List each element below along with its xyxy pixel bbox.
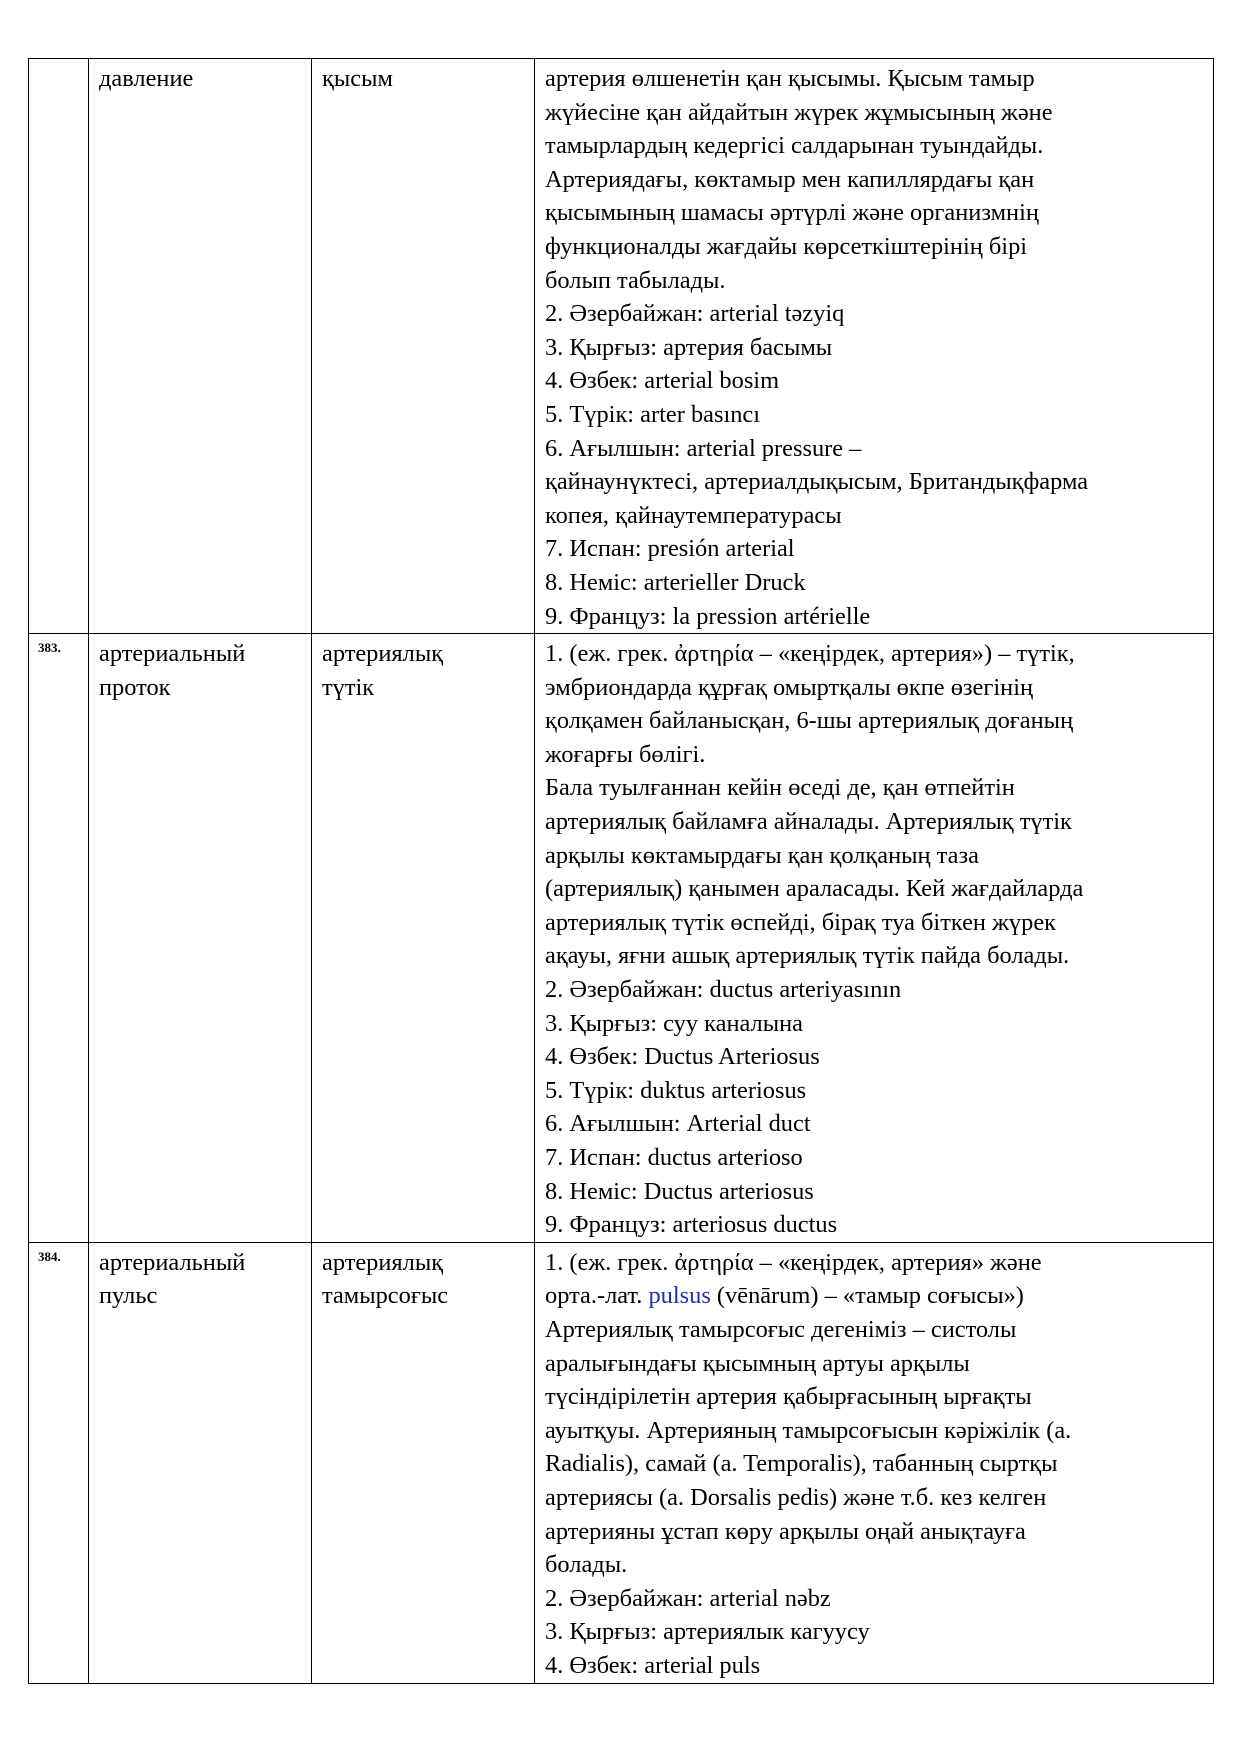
entry-number-cell — [29, 1242, 89, 1683]
definition-line: арқылы көктамырдағы қан қолқаның таза — [545, 841, 979, 869]
kazakh-term-cell — [312, 59, 535, 634]
terminology-table — [28, 58, 1214, 1684]
definition-line: функционалды жағдайы көрсеткіштерінің бірі — [545, 232, 1028, 260]
entry-number-cell — [29, 634, 89, 1243]
russian-term: проток — [99, 673, 171, 701]
translation-uzbek: 4. Өзбек: arterial bosim — [545, 367, 780, 395]
russian-term-cell — [89, 1242, 312, 1683]
definition-line: эмбриондарда құрғақ омыртқалы өкпе өзегінің — [545, 673, 1034, 701]
russian-term: артериальный — [99, 640, 246, 668]
kazakh-term-cell — [312, 1242, 535, 1683]
definition-cell — [535, 634, 1214, 1243]
definition-line: түсіндірілетін артерия қабырғасының ырғақты — [545, 1383, 1032, 1411]
kazakh-term: түтік — [322, 673, 375, 701]
kazakh-term: артериялық — [322, 1248, 444, 1276]
translation-azerbaijani: 2. Әзербайжан: arterial nəbz — [545, 1584, 831, 1612]
table-row — [29, 59, 1214, 634]
translation-uzbek: 4. Өзбек: arterial puls — [545, 1651, 761, 1679]
entry-number: 384. — [38, 1248, 61, 1264]
entry-number: 383. — [38, 640, 61, 656]
definition-line: жоғарғы бөлігі. — [545, 740, 706, 768]
translation-turkish: 5. Түрік: duktus arteriosus — [545, 1076, 807, 1104]
translation-uzbek: 4. Өзбек: Ductus Arteriosus — [545, 1043, 820, 1071]
definition-line — [545, 1279, 1209, 1313]
definition-line: артериялық түтік өспейді, бірақ туа біткен жүрек — [545, 908, 1056, 936]
definition-line: жүйесіне қан айдайтын жүрек жұмысының және — [545, 98, 1053, 126]
definition-line: артериялық байламға айналады. Артериялық түтік — [545, 808, 1072, 836]
definition-line: болып табылады. — [545, 266, 726, 294]
translation-french: 9. Француз: la pression artérielle — [545, 602, 871, 630]
russian-term-cell — [89, 59, 312, 634]
entry-number-cell — [29, 59, 89, 634]
definition-cell — [535, 1242, 1214, 1683]
latin-term-pulsus: pulsus — [648, 1282, 711, 1310]
translation-french: 9. Француз: arteriosus ductus — [545, 1211, 838, 1239]
definition-line: Артериядағы, көктамыр мен капиллярдағы қан — [545, 165, 1035, 193]
definition-text: (vēnārum) – «тамыр соғысы») — [710, 1282, 1024, 1310]
definition-line: Бала туылғаннан кейін өседі де, қан өтпейтін — [545, 774, 1015, 802]
kazakh-term: артериялық — [322, 640, 444, 668]
translation-english: 6. Ағылшын: arterial pressure – — [545, 434, 862, 462]
translation-kyrgyz: 3. Қырғыз: артериялык кагуусу — [545, 1618, 870, 1646]
definition-line: қолқамен байланысқан, 6-шы артериялық доғаның — [545, 707, 1074, 735]
definition-line: артерия өлшенетін қан қысымы. Қысым тамыр — [545, 65, 1035, 92]
definition-line: ауытқуы. Артерияның тамырсоғысын кәріжілік (a. — [545, 1416, 1072, 1444]
translation-german: 8. Неміс: arterieller Druck — [545, 568, 806, 596]
kazakh-term: тамырсоғыс — [322, 1282, 449, 1310]
translation-english: 6. Ағылшын: Arterial duct — [545, 1110, 811, 1138]
translation-azerbaijani: 2. Әзербайжан: ductus arteriyasının — [545, 976, 902, 1004]
russian-term: артериальный — [99, 1248, 246, 1276]
definition-line: ақауы, яғни ашық артериялық түтік пайда болады. — [545, 942, 1070, 970]
definition-line: 1. (еж. грек. ἀρτηρία – «кеңірдек, артерия» және — [545, 1248, 1042, 1276]
definition-line: тамырлардың кедергісі салдарынан туындайды. — [545, 132, 1044, 160]
definition-line: (артериялық) қанымен араласады. Кей жағдайларда — [545, 875, 1084, 903]
translation-spanish: 7. Испан: ductus arterioso — [545, 1144, 803, 1171]
russian-term: давление — [99, 65, 194, 92]
translation-english-continued: қайнаунүктесі, артериалдықысым, Британдықфарма — [545, 468, 1089, 496]
definition-cell — [535, 59, 1214, 634]
definition-line: болады. — [545, 1551, 628, 1579]
definition-line: артериясы (a. Dorsalis pedis) және т.б. кез келген — [545, 1483, 1047, 1511]
definition-text: орта.-лат. — [545, 1282, 649, 1310]
kazakh-term-cell — [312, 634, 535, 1243]
translation-azerbaijani: 2. Әзербайжан: arterial təzyiq — [545, 300, 845, 328]
translation-kyrgyz: 3. Қырғыз: суу каналына — [545, 1009, 803, 1037]
table-row — [29, 634, 1214, 1243]
translation-spanish: 7. Испан: presión arterial — [545, 535, 795, 563]
table-row — [29, 1242, 1214, 1683]
translation-turkish: 5. Түрік: arter basıncı — [545, 400, 761, 428]
definition-line: Radialis), самай (a. Temporalis), табанның сыртқы — [545, 1450, 1058, 1478]
definition-line: аралығындағы қысымның артуы арқылы — [545, 1349, 970, 1377]
kazakh-term: қысым — [322, 65, 393, 92]
definition-line: артерияны ұстап көру арқылы оңай анықтауға — [545, 1517, 1026, 1545]
translation-english-continued: копея, қайнаутемпературасы — [545, 501, 842, 529]
russian-term-cell — [89, 634, 312, 1243]
translation-german: 8. Неміс: Ductus arteriosus — [545, 1177, 814, 1205]
russian-term: пульс — [99, 1282, 158, 1310]
translation-kyrgyz: 3. Қырғыз: артерия басымы — [545, 333, 833, 361]
definition-line: Артериялық тамырсоғыс дегеніміз – систолы — [545, 1315, 1017, 1343]
definition-line: қысымының шамасы әртүрлі және организмнің — [545, 199, 1039, 227]
definition-line: 1. (еж. грек. ἀρτηρία – «кеңірдек, артерия») – түтік, — [545, 640, 1075, 668]
